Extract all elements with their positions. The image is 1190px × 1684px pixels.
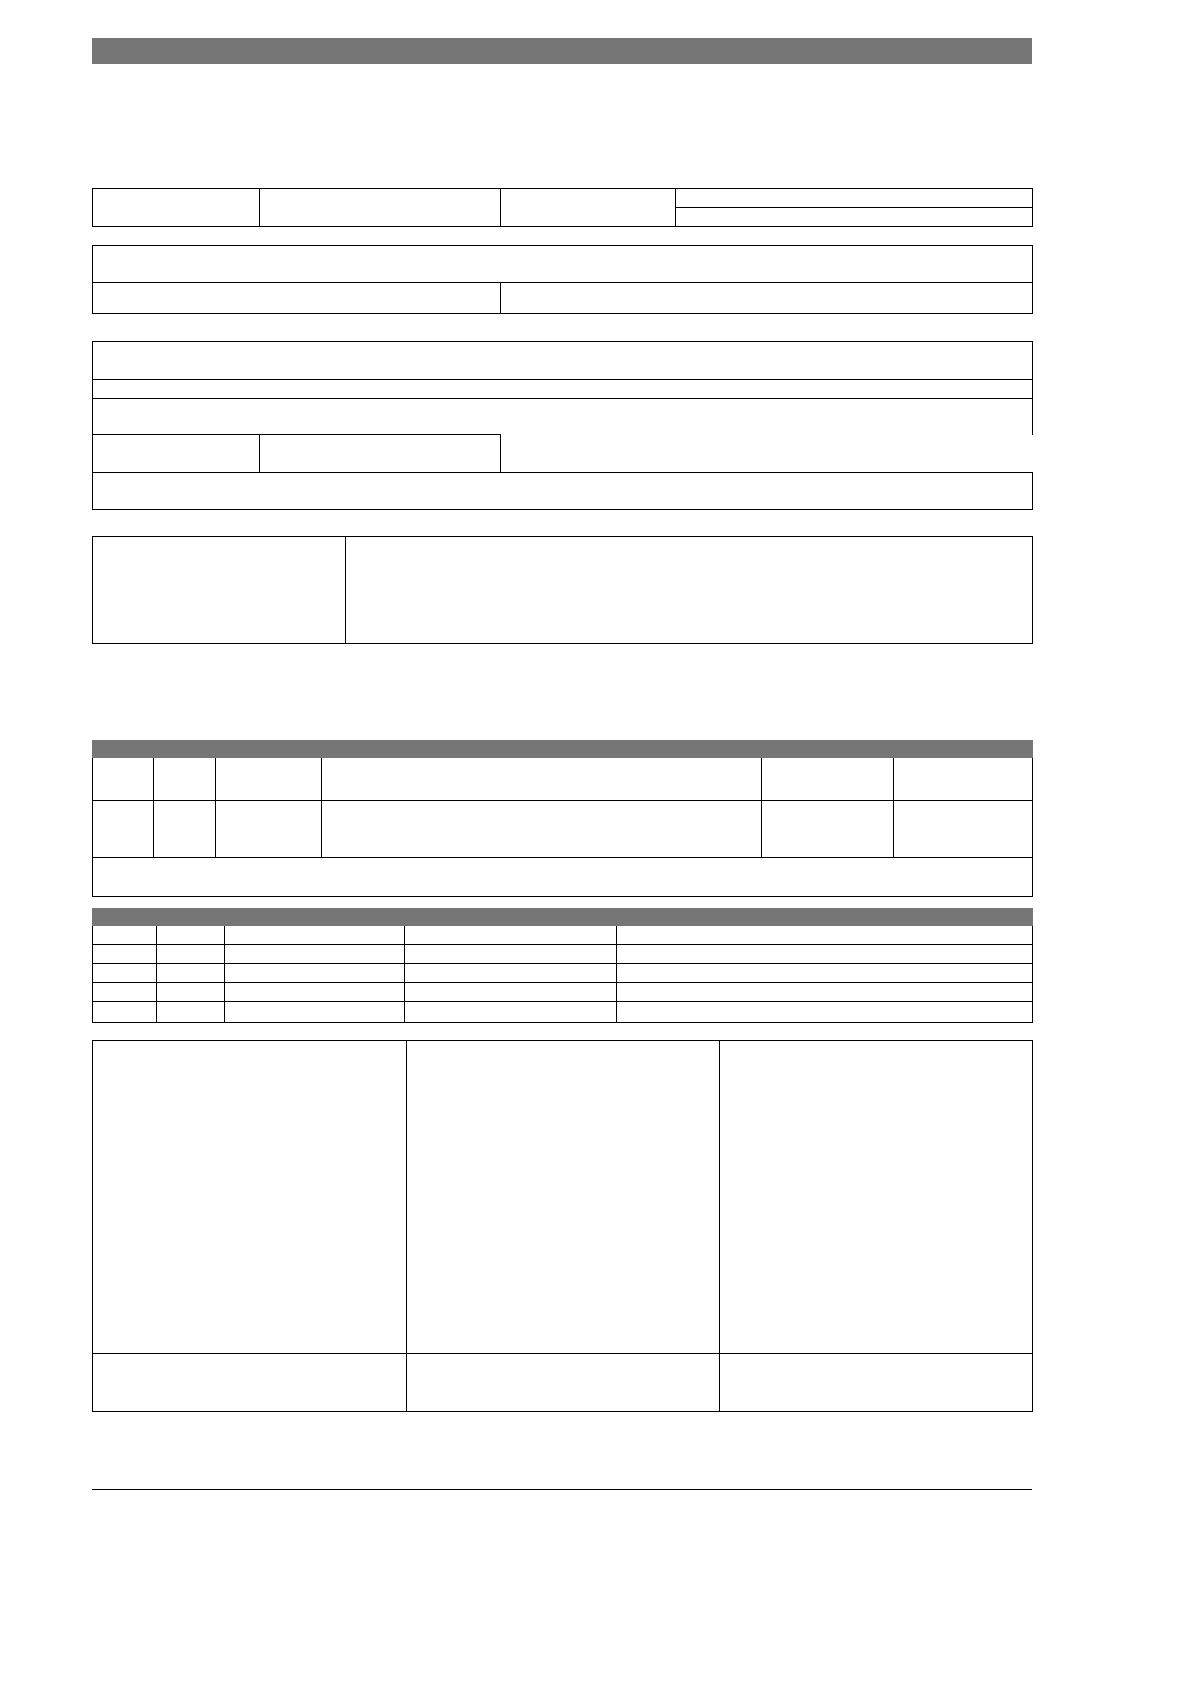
signature-block bbox=[92, 1040, 1033, 1412]
schedule-table-band bbox=[93, 909, 1033, 926]
items-table bbox=[92, 740, 1033, 897]
identity-cell-3[interactable] bbox=[501, 189, 676, 227]
schedule-cell-r4c5[interactable] bbox=[617, 983, 1033, 1002]
items-cell-r2c6[interactable] bbox=[894, 801, 1033, 858]
items-table-footer[interactable] bbox=[93, 858, 1033, 897]
identity-cell-5[interactable] bbox=[676, 208, 1033, 227]
signature-footer-3[interactable] bbox=[720, 1354, 1033, 1412]
schedule-cell-r5c1[interactable] bbox=[93, 1002, 157, 1023]
table-row bbox=[93, 1354, 1033, 1412]
schedule-cell-r1c5[interactable] bbox=[617, 926, 1033, 945]
schedule-cell-r1c1[interactable] bbox=[93, 926, 157, 945]
items-cell-r2c2[interactable] bbox=[154, 801, 216, 858]
table-row bbox=[93, 983, 1033, 1002]
schedule-cell-r4c2[interactable] bbox=[157, 983, 225, 1002]
schedule-table-band-label bbox=[93, 909, 1033, 926]
detail-row-1[interactable] bbox=[93, 342, 1033, 380]
schedule-cell-r2c4[interactable] bbox=[405, 945, 617, 964]
table-row bbox=[93, 945, 1033, 964]
table-row bbox=[93, 1041, 1033, 1354]
schedule-cell-r5c4[interactable] bbox=[405, 1002, 617, 1023]
items-cell-r1c4[interactable] bbox=[322, 758, 762, 801]
table-row bbox=[93, 380, 1033, 399]
notes-value-cell[interactable] bbox=[346, 537, 1033, 644]
schedule-cell-r5c5[interactable] bbox=[617, 1002, 1033, 1023]
subject-block bbox=[92, 245, 1033, 314]
detail-block bbox=[92, 341, 1033, 510]
table-row bbox=[93, 473, 1033, 510]
schedule-cell-r2c1[interactable] bbox=[93, 945, 157, 964]
identity-block bbox=[92, 188, 1033, 227]
schedule-table bbox=[92, 908, 1033, 1023]
detail-row-3[interactable] bbox=[93, 399, 1033, 435]
identity-cell-1[interactable] bbox=[93, 189, 260, 227]
table-row bbox=[93, 858, 1033, 897]
detail-row-2[interactable] bbox=[93, 380, 1033, 399]
items-table-band-label bbox=[93, 741, 1033, 758]
table-row bbox=[93, 801, 1033, 858]
table-row bbox=[93, 283, 1033, 314]
table-row bbox=[93, 537, 1033, 644]
table-row bbox=[93, 964, 1033, 983]
detail-row-4-cell-2[interactable] bbox=[260, 435, 501, 473]
items-cell-r2c1[interactable] bbox=[93, 801, 154, 858]
table-row bbox=[93, 1002, 1033, 1023]
detail-row-4-cell-1[interactable] bbox=[93, 435, 260, 473]
subject-cell-left[interactable] bbox=[93, 283, 501, 314]
items-cell-r2c5[interactable] bbox=[762, 801, 894, 858]
schedule-cell-r3c1[interactable] bbox=[93, 964, 157, 983]
subject-cell-full[interactable] bbox=[93, 246, 1033, 283]
footer-rule bbox=[92, 1489, 1032, 1490]
schedule-cell-r4c3[interactable] bbox=[225, 983, 405, 1002]
items-table-band bbox=[93, 741, 1033, 758]
schedule-cell-r3c5[interactable] bbox=[617, 964, 1033, 983]
schedule-cell-r1c4[interactable] bbox=[405, 926, 617, 945]
table-row bbox=[93, 435, 1033, 473]
table-row bbox=[93, 399, 1033, 435]
signature-body-1[interactable] bbox=[93, 1041, 407, 1354]
schedule-cell-r3c2[interactable] bbox=[157, 964, 225, 983]
items-cell-r2c3[interactable] bbox=[216, 801, 322, 858]
schedule-cell-r5c3[interactable] bbox=[225, 1002, 405, 1023]
schedule-cell-r2c2[interactable] bbox=[157, 945, 225, 964]
header-band bbox=[92, 38, 1032, 64]
schedule-cell-r1c2[interactable] bbox=[157, 926, 225, 945]
signature-footer-2[interactable] bbox=[407, 1354, 720, 1412]
table-row bbox=[93, 342, 1033, 380]
notes-block bbox=[92, 536, 1033, 644]
schedule-cell-r1c3[interactable] bbox=[225, 926, 405, 945]
schedule-cell-r2c3[interactable] bbox=[225, 945, 405, 964]
signature-body-2[interactable] bbox=[407, 1041, 720, 1354]
table-row bbox=[93, 246, 1033, 283]
schedule-cell-r5c2[interactable] bbox=[157, 1002, 225, 1023]
subject-cell-right[interactable] bbox=[501, 283, 1033, 314]
schedule-cell-r2c5[interactable] bbox=[617, 945, 1033, 964]
detail-row-5[interactable] bbox=[93, 473, 1033, 510]
schedule-cell-r4c1[interactable] bbox=[93, 983, 157, 1002]
signature-body-3[interactable] bbox=[720, 1041, 1033, 1354]
table-row bbox=[93, 758, 1033, 801]
header-band-label bbox=[92, 38, 1032, 48]
detail-row-4-cell-3[interactable] bbox=[501, 435, 1033, 473]
identity-cell-2[interactable] bbox=[260, 189, 501, 227]
items-cell-r1c2[interactable] bbox=[154, 758, 216, 801]
signature-footer-1[interactable] bbox=[93, 1354, 407, 1412]
items-cell-r1c5[interactable] bbox=[762, 758, 894, 801]
items-cell-r1c3[interactable] bbox=[216, 758, 322, 801]
schedule-cell-r3c3[interactable] bbox=[225, 964, 405, 983]
schedule-cell-r3c4[interactable] bbox=[405, 964, 617, 983]
identity-cell-4[interactable] bbox=[676, 189, 1033, 208]
items-cell-r1c1[interactable] bbox=[93, 758, 154, 801]
notes-label-cell bbox=[93, 537, 346, 644]
table-row bbox=[93, 926, 1033, 945]
table-row bbox=[93, 189, 1033, 208]
items-cell-r1c6[interactable] bbox=[894, 758, 1033, 801]
items-cell-r2c4[interactable] bbox=[322, 801, 762, 858]
schedule-cell-r4c4[interactable] bbox=[405, 983, 617, 1002]
